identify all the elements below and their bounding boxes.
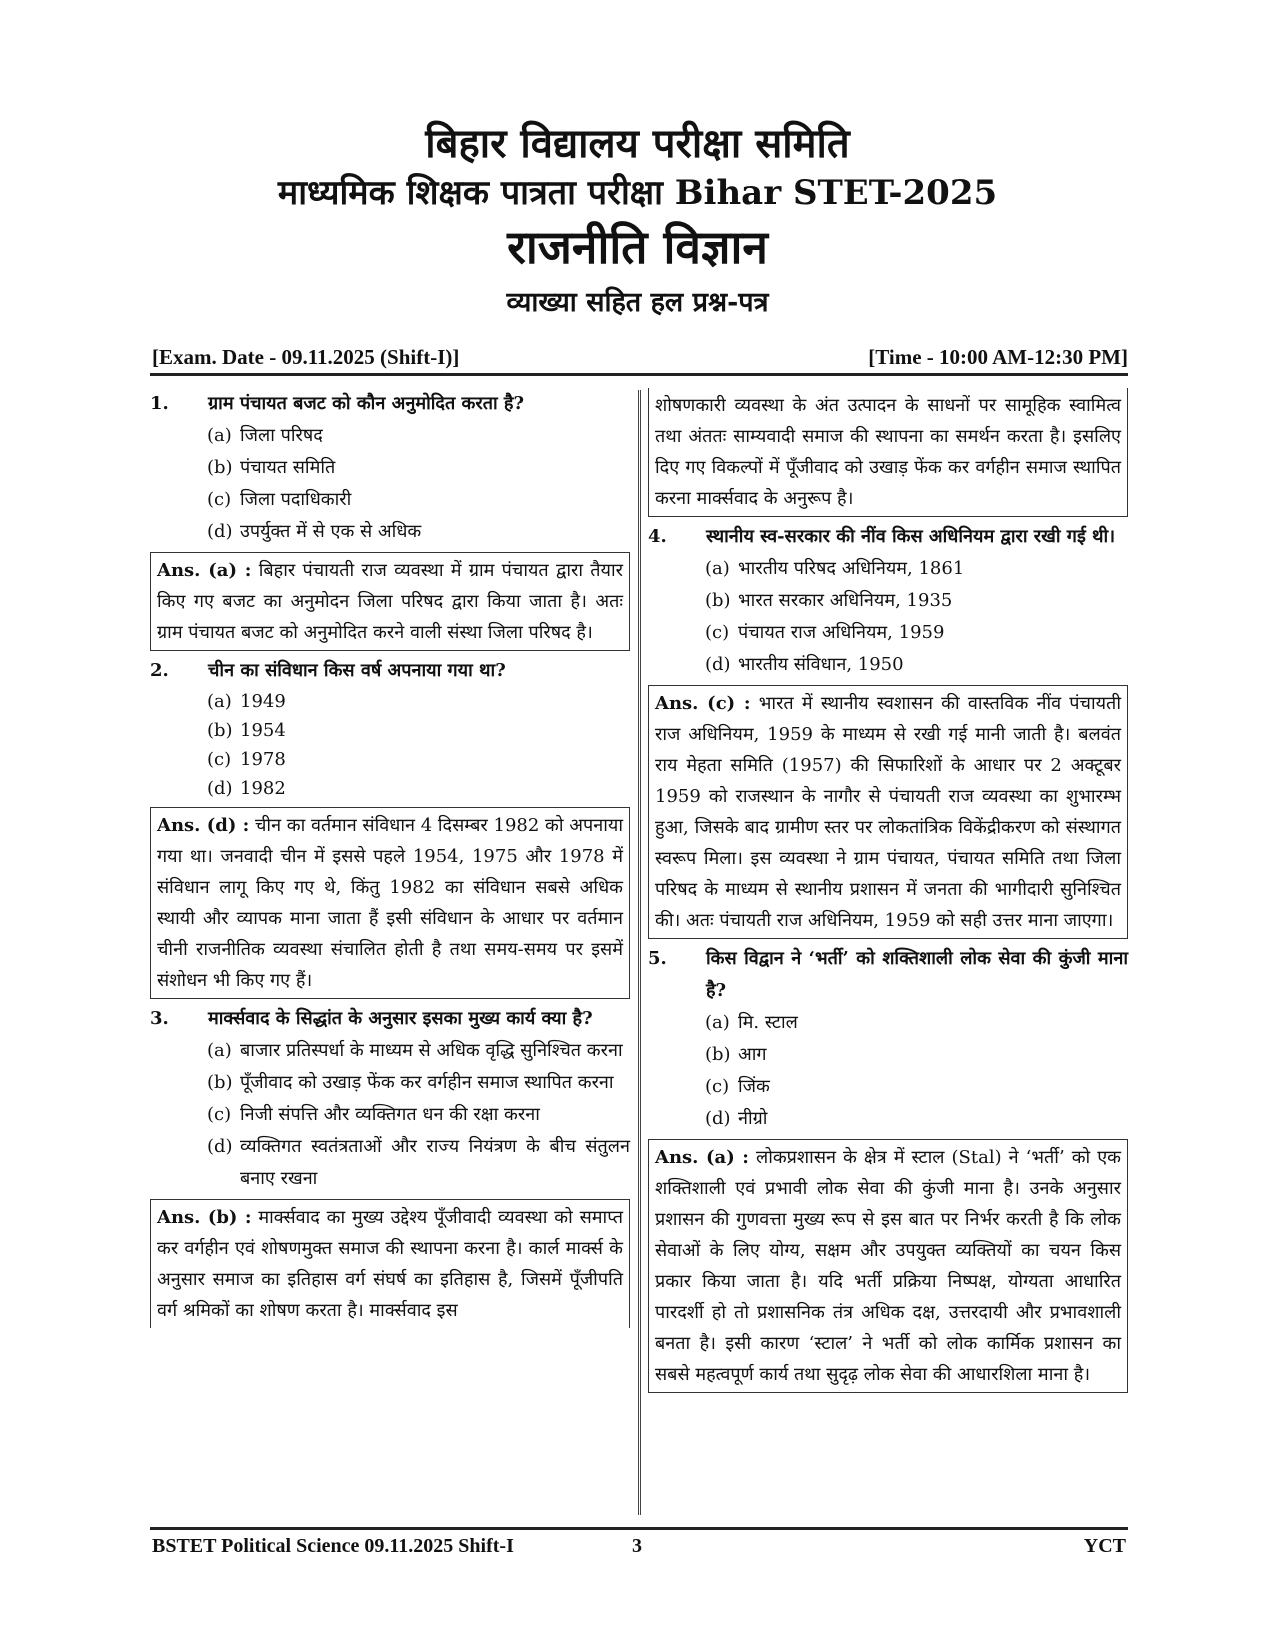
footer-divider bbox=[150, 1527, 1128, 1530]
question-number: 1. bbox=[150, 393, 169, 414]
question-text: 3. मार्क्सवाद के सिद्धांत के अनुसार इसका मुख्य कार्य क्या है? bbox=[150, 1003, 630, 1035]
paper-subtitle: व्याख्या सहित हल प्रश्न-पत्र bbox=[506, 287, 769, 318]
question-4 bbox=[648, 521, 1128, 939]
answer-text: चीन का वर्तमान संविधान 4 दिसम्बर 1982 को अपनाया गया था। जनवादी चीन में इससे पहले 1954, 1975 और 1978 में संविधान लागू किए गए थे, किंतु 1982 का संविधान सबसे अधिक स्थायी और व्यापक माना जाता हैं इसी संविधान के आधार पर वर्तमान चीनी राजनीतिक व्यवस्था संचालित होती है तथा समय-समय पर इसमें संशोधन भी किए गए हैं। bbox=[157, 815, 623, 991]
answer-text: भारत में स्थानीय स्वशासन की वास्तविक नींव पंचायती राज अधिनियम, 1959 के माध्यम से रखी गई मानी जाती है। बलवंत राय मेहता समिति (1957) की सिफारिशों के आधार पर 2 अक्टूबर 1959 को राजस्थान के नागौर से पंचायती राज व्यवस्था का शुभारम्भ हुआ, जिसके बाद ग्रामीण स्तर पर लोकतांत्रिक विकेंद्रीकरण को संस्थागत स्वरूप मिला। इस व्यवस्था ने ग्राम पंचायत, पंचायत समिति तथा जिला परिषद के माध्यम से स्थानीय प्रशासन में जनता की भागीदारी सुनिश्चित की। अतः पंचायती राज अधिनियम, 1959 को सही उत्तर माना जाएगा। bbox=[655, 693, 1121, 931]
question-text: 5. किस विद्वान ने ‘भर्ती’ को शक्तिशाली लोक सेवा की कुंजी माना है? bbox=[648, 943, 1128, 1007]
page-header bbox=[0, 118, 1275, 322]
option-d: (d) भारतीय संविधान, 1950 bbox=[705, 654, 904, 675]
answer-label: Ans. (a) : bbox=[655, 1147, 749, 1168]
option-c: (c) निजी संपत्ति और व्यक्तिगत धन की रक्षा करना bbox=[207, 1104, 540, 1125]
option-b: (b) आग bbox=[705, 1044, 767, 1065]
answer-box bbox=[150, 807, 630, 999]
exam-name: माध्यमिक शिक्षक पात्रता परीक्षा Bihar STET-2025 bbox=[277, 173, 998, 213]
option-a: (a) मि. स्टाल bbox=[705, 1012, 798, 1033]
publisher-mark: YCT bbox=[1083, 1535, 1126, 1557]
option-a: (a) जिला परिषद bbox=[207, 425, 323, 446]
option-b: (b) 1954 bbox=[207, 720, 286, 741]
question-number: 5. bbox=[648, 948, 667, 969]
option-d: (d) नीग्रो bbox=[705, 1108, 768, 1129]
left-column bbox=[150, 388, 630, 1332]
answer-label: Ans. (b) : bbox=[157, 1207, 252, 1228]
question-number: 2. bbox=[150, 660, 169, 681]
right-column bbox=[648, 388, 1128, 1397]
option-c: (c) पंचायत राज अधिनियम, 1959 bbox=[705, 622, 945, 643]
question-2 bbox=[150, 655, 630, 999]
option-c: (c) जिंक bbox=[705, 1076, 770, 1097]
option-c: (c) जिला पदाधिकारी bbox=[207, 489, 352, 510]
exam-time: [Time - 10:00 AM-12:30 PM] bbox=[868, 345, 1128, 369]
answer-text: बिहार पंचायती राज व्यवस्था में ग्राम पंचायत द्वारा तैयार किए गए बजट का अनुमोदन जिला परिषद द्वारा किया जाता है। अतः ग्राम पंचायत बजट को अनुमोदित करने वाली संस्था जिला परिषद है। bbox=[157, 560, 623, 643]
subject-title: राजनीति विज्ञान bbox=[507, 220, 768, 274]
answer-text: मार्क्सवाद का मुख्य उद्देश्य पूँजीवादी व्यवस्था को समाप्त कर वर्गहीन एवं शोषणमुक्त समाज की स्थापना करना है। कार्ल मार्क्स के अनुसार समाज का इतिहास वर्ग संघर्ष का इतिहास है, जिसमें पूँजीपति वर्ग श्रमिकों का शोषण करता है। मार्क्सवाद इस bbox=[157, 1207, 624, 1321]
answer-box bbox=[150, 552, 630, 651]
option-d: (d) व्यक्तिगत स्वतंत्रताओं और राज्य नियंत्रण के बीच संतुलन बनाए रखना bbox=[207, 1136, 630, 1189]
option-d: (d) 1982 bbox=[207, 778, 286, 799]
page-number: 3 bbox=[632, 1535, 642, 1557]
option-c: (c) 1978 bbox=[207, 749, 286, 770]
answer-box bbox=[648, 685, 1128, 939]
header-divider bbox=[150, 373, 1128, 376]
question-text: 4. स्थानीय स्व-सरकार की नींव किस अधिनियम द्वारा रखी गई थी। bbox=[648, 521, 1128, 553]
question-3 bbox=[150, 1003, 630, 1328]
option-a: (a) भारतीय परिषद अधिनियम, 1861 bbox=[705, 558, 965, 579]
option-d: (d) उपर्युक्त में से एक से अधिक bbox=[207, 521, 422, 542]
option-a: (a) बाजार प्रतिस्पर्धा के माध्यम से अधिक वृद्धि सुनिश्चित करना bbox=[207, 1040, 623, 1061]
option-b: (b) भारत सरकार अधिनियम, 1935 bbox=[705, 590, 953, 611]
answer-box bbox=[648, 1139, 1128, 1393]
question-text: 1. ग्राम पंचायत बजट को कौन अनुमोदित करता है? bbox=[150, 388, 630, 420]
answer-label: Ans. (d) : bbox=[157, 815, 250, 836]
exam-date: [Exam. Date - 09.11.2025 (Shift-I)] bbox=[152, 345, 460, 369]
answer-text: शोषणकारी व्यवस्था के अंत उत्पादन के साधनों पर सामूहिक स्वामित्व तथा अंततः साम्यवादी समाज की स्थापना का समर्थन करता है। इसलिए दिए गए विकल्पों में पूँजीवाद को उखाड़ फेंक कर वर्गहीन समाज स्थापित करना मार्क्सवाद के अनुरूप है। bbox=[655, 395, 1121, 509]
exam-meta bbox=[152, 345, 1128, 373]
answer-label: Ans. (a) : bbox=[157, 560, 252, 581]
footer-title: BSTET Political Science 09.11.2025 Shift-I bbox=[152, 1535, 514, 1557]
question-number: 3. bbox=[150, 1008, 169, 1029]
question-text: 2. चीन का संविधान किस वर्ष अपनाया गया था? bbox=[150, 655, 630, 687]
answer-text: लोकप्रशासन के क्षेत्र में स्टाल (Stal) ने ‘भर्ती’ को एक शक्तिशाली एवं प्रभावी लोक सेवा की कुंजी माना है। उनके अनुसार प्रशासन की गुणवत्ता मुख्य रूप से इस बात पर निर्भर करती है कि लोक सेवाओं के लिए योग्य, सक्षम और उपयुक्त व्यक्तियों का चयन किस प्रकार किया जाता है। यदि भर्ती प्रक्रिया निष्पक्ष, योग्यता आधारित पारदर्शी हो तो प्रशासनिक तंत्र अधिक दक्ष, उत्तरदायी और प्रभावशाली बनता है। इसी कारण ‘स्टाल’ ने भर्ती को लोक कार्मिक प्रशासन का सबसे महत्वपूर्ण कार्य तथा सुदृढ़ लोक सेवा की आधारशिला माना है। bbox=[655, 1147, 1121, 1385]
question-1 bbox=[150, 388, 630, 651]
answer-box bbox=[150, 1199, 630, 1328]
column-divider bbox=[638, 390, 641, 1515]
question-number: 4. bbox=[648, 526, 667, 547]
option-a: (a) 1949 bbox=[207, 691, 286, 712]
option-b: (b) पंचायत समिति bbox=[207, 457, 336, 478]
option-b: (b) पूँजीवाद को उखाड़ फेंक कर वर्गहीन समाज स्थापित करना bbox=[207, 1072, 614, 1093]
board-name: बिहार विद्यालय परीक्षा समिति bbox=[425, 120, 850, 167]
question-5 bbox=[648, 943, 1128, 1393]
answer-label: Ans. (c) : bbox=[655, 693, 751, 714]
answer-continued-box bbox=[648, 388, 1128, 517]
page-footer bbox=[152, 1535, 1126, 1561]
